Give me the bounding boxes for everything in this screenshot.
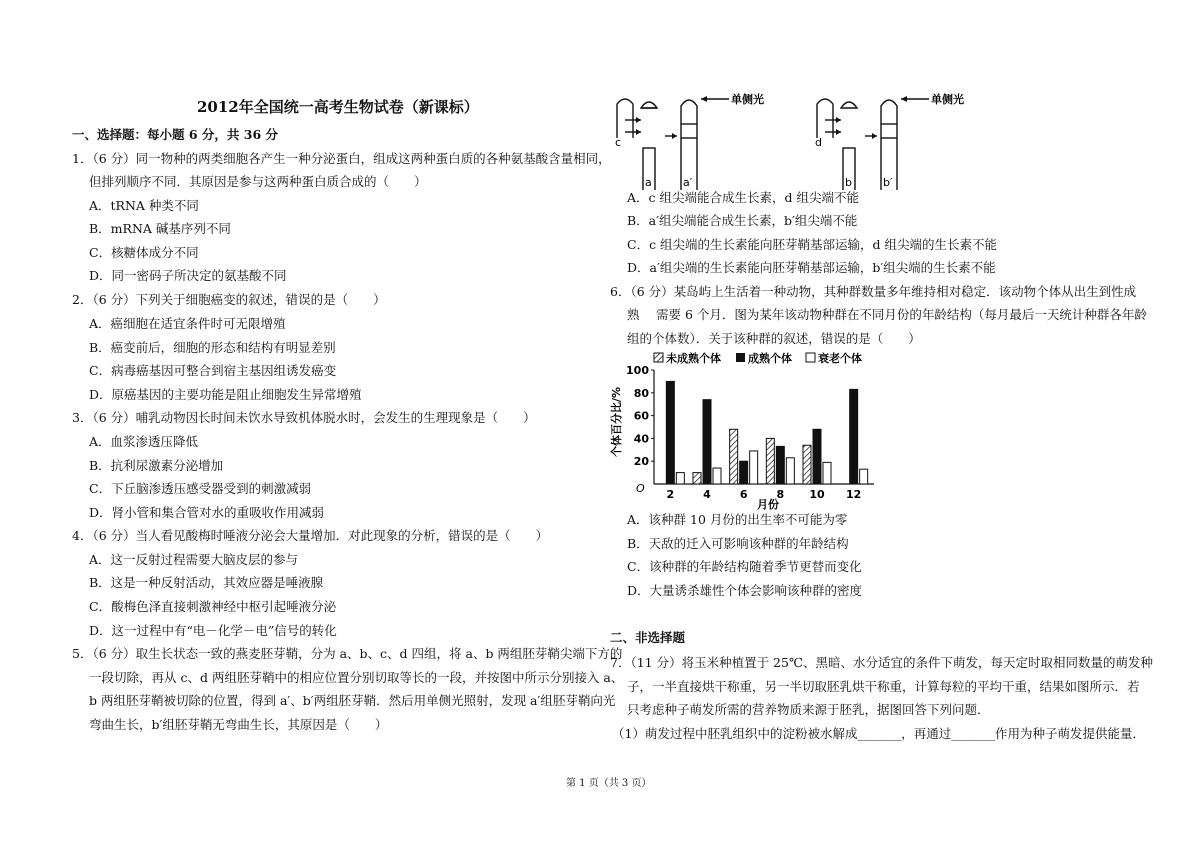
bar-old <box>713 468 721 484</box>
q4-option-d: D．这一过程中有“电－化学－电”信号的转化 <box>89 623 337 638</box>
label-d: d <box>815 136 822 149</box>
q1-stem-line1: 1．（6 分）同一物种的两类细胞各产生一种分泌蛋白，组成这两种蛋白质的各种氨基酸含量相同， <box>72 151 611 166</box>
bar-old <box>823 462 831 484</box>
light-label-left: 单侧光 <box>731 93 764 106</box>
q1-option-d: D．同一密码子所决定的氨基酸不同 <box>89 268 287 283</box>
q4-option-c: C．酸梅色泽直接刺激神经中枢引起唾液分泌 <box>89 599 337 614</box>
q4-stem-line1: 4．（6 分）当人看见酸梅时唾液分泌会大量增加．对此现象的分析，错误的是（ ） <box>72 528 549 543</box>
q5-option-c: C．c 组尖端的生长素能向胚芽鞘基部运输，d 组尖端的生长素不能 <box>627 237 998 252</box>
legend-label-immature: 未成熟个体 <box>666 352 721 365</box>
q4-option-b: B．这是一种反射活动，其效应器是唾液腺 <box>89 575 324 590</box>
q3-option-d: D．肾小管和集合管对水的重吸收作用减弱 <box>89 505 325 520</box>
light-label-right: 单侧光 <box>931 93 964 106</box>
q3-stem-line1: 3．（6 分）哺乳动物因长时间未饮水导致机体脱水时，会发生的生理现象是（ ） <box>72 410 536 425</box>
bar-mature <box>703 400 711 484</box>
legend-label-mature: 成熟个体 <box>748 352 792 365</box>
x-tick-label: 8 <box>776 488 785 501</box>
section-nonchoice-heading: 二、非选择题 <box>610 630 686 645</box>
q5-stem-line2: 一段切除，再从 c、d 两组胚芽鞘中的相应位置分别切取等长的一段，并按图中所示分别接入 a、 <box>89 670 624 685</box>
q5-stem-line1: 5．（6 分）取生长状态一致的燕麦胚芽鞘，分为 a、b、c、d 四组，将 a、b 两组胚芽鞘尖端下方的 <box>72 646 623 661</box>
q1-option-b: B．mRNA 碱基序列不同 <box>89 221 231 236</box>
y-tick-label: 40 <box>633 432 649 446</box>
legend-swatch-old <box>806 353 815 362</box>
q1-stem-line2: 但排列顺序不同．其原因是参与这两种蛋白质合成的（ ） <box>89 174 427 189</box>
y-axis-label: 个体百分比/% <box>610 386 623 458</box>
legend-swatch-mature <box>736 353 745 362</box>
bar-immature <box>693 473 701 484</box>
y-tick-label: 60 <box>633 409 649 423</box>
page-footer: 第 1 页（共 3 页） <box>566 778 652 789</box>
bar-old <box>786 458 794 484</box>
q7-sub1: （1）萌发过程中胚乳组织中的淀粉被水解成_______，再通过_______作用为种子萌发提供能量． <box>612 726 1145 741</box>
q5-option-b: B．a′组尖端能合成生长素，b′组尖端不能 <box>627 213 858 228</box>
bar-mature <box>740 461 748 484</box>
q2-option-c: C．病毒癌基因可整合到宿主基因组诱发癌变 <box>89 363 337 378</box>
bar-mature <box>776 446 784 484</box>
q5-option-a: A．c 组尖端能合成生长素，d 组尖端不能 <box>627 190 859 205</box>
bar-mature <box>813 429 821 484</box>
q6-option-c: C．该种群的年龄结构随着季节更替而变化 <box>627 559 862 574</box>
section-choice-heading: 一、选择题：每小题 6 分，共 36 分 <box>72 127 279 142</box>
label-c: c <box>615 136 622 149</box>
q3-option-b: B．抗利尿激素分泌增加 <box>89 458 224 473</box>
bar-immature <box>766 438 774 484</box>
bar-old <box>750 451 758 484</box>
label-a-prime: a′ <box>683 176 693 189</box>
q6-stem-line1: 6．（6 分）某岛屿上生活着一种动物，其种群数量多年维持相对稳定．该动物个体从出生到性成 <box>610 284 1137 299</box>
q5-option-d: D．a′组尖端的生长素能向胚芽鞘基部运输，b′组尖端的生长素不能 <box>627 260 996 275</box>
q5-stem-line3: b 两组胚芽鞘被切除的位置，得到 a′、b′两组胚芽鞘．然后用单侧光照射，发现 a′组胚芽鞘向光 <box>89 693 616 708</box>
label-b-prime: b′ <box>883 176 893 189</box>
q6-option-d: D．大量诱杀雄性个体会影响该种群的密度 <box>627 583 863 598</box>
page-title: 2012年全国统一高考生物试卷（新课标） <box>197 98 479 116</box>
q2-stem-line1: 2．（6 分）下列关于细胞癌变的叙述，错误的是（ ） <box>72 292 386 307</box>
q3-option-a: A．血浆渗透压降低 <box>89 434 199 449</box>
q2-option-d: D．原癌基因的主要功能是阻止细胞发生异常增殖 <box>89 387 362 402</box>
x-tick-label: 2 <box>666 488 675 501</box>
q2-option-a: A．癌细胞在适宜条件时可无限增殖 <box>89 316 286 331</box>
x-tick-label: 4 <box>703 488 711 501</box>
q3-option-c: C．下丘脑渗透压感受器受到的刺激减弱 <box>89 481 312 496</box>
x-tick-label: 12 <box>846 488 862 501</box>
label-a: a <box>645 176 652 189</box>
q6-stem-line2: 熟 需要 6 个月．图为某年该动物种群在不同月份的年龄结构（每月最后一天统计种群各年龄 <box>627 307 1147 322</box>
x-tick-label: 10 <box>809 488 825 501</box>
legend-swatch-immature <box>654 353 663 362</box>
x-tick-label: 6 <box>739 488 748 501</box>
bar-old <box>860 469 868 484</box>
y-tick-label: 80 <box>633 386 649 400</box>
q7-stem-line3: 只考虑种子萌发所需的营养物质来源于胚乳，据图回答下列问题． <box>627 702 990 717</box>
q2-option-b: B．癌变前后，细胞的形态和结构有明显差别 <box>89 340 336 355</box>
q7-stem-line2: 子，一半直接烘干称重，另一半切取胚乳烘干称重，计算每粒的平均干重，结果如图所示．若 <box>627 679 1140 694</box>
q5-stem-line4: 弯曲生长，b′组胚芽鞘无弯曲生长，其原因是（ ） <box>89 717 388 732</box>
bar-immature <box>803 445 811 484</box>
y-tick-label: 100 <box>626 364 649 377</box>
q6-option-a: A．该种群 10 月份的出生率不可能为零 <box>627 512 848 527</box>
legend-label-old: 衰老个体 <box>818 352 862 365</box>
q1-option-a: A．tRNA 种类不同 <box>89 198 199 213</box>
q1-option-c: C．核糖体成分不同 <box>89 245 199 260</box>
origin-label: O <box>636 482 645 495</box>
bar-mature <box>850 389 858 484</box>
bar-mature <box>666 381 674 484</box>
q6-stem-line3: 组的个体数）．关于该种群的叙述，错误的是（ ） <box>627 331 921 346</box>
label-b: b <box>845 176 852 189</box>
q7-stem-line1: 7．（11 分）将玉米种植置于 25℃、黑暗、水分适宜的条件下萌发，每天定时取相同数量的萌发种 <box>610 655 1153 670</box>
x-axis-label: 月份 <box>757 498 779 510</box>
coleoptile-diagram <box>605 90 965 190</box>
chart-legend <box>654 351 862 365</box>
bar-immature <box>730 429 738 484</box>
q4-option-a: A．这一反射过程需要大脑皮层的参与 <box>89 552 299 567</box>
q6-option-b: B．天敌的迁入可影响该种群的年龄结构 <box>627 536 849 551</box>
bar-old <box>676 473 684 484</box>
y-tick-label: 20 <box>633 455 649 469</box>
age-structure-chart <box>606 350 876 510</box>
